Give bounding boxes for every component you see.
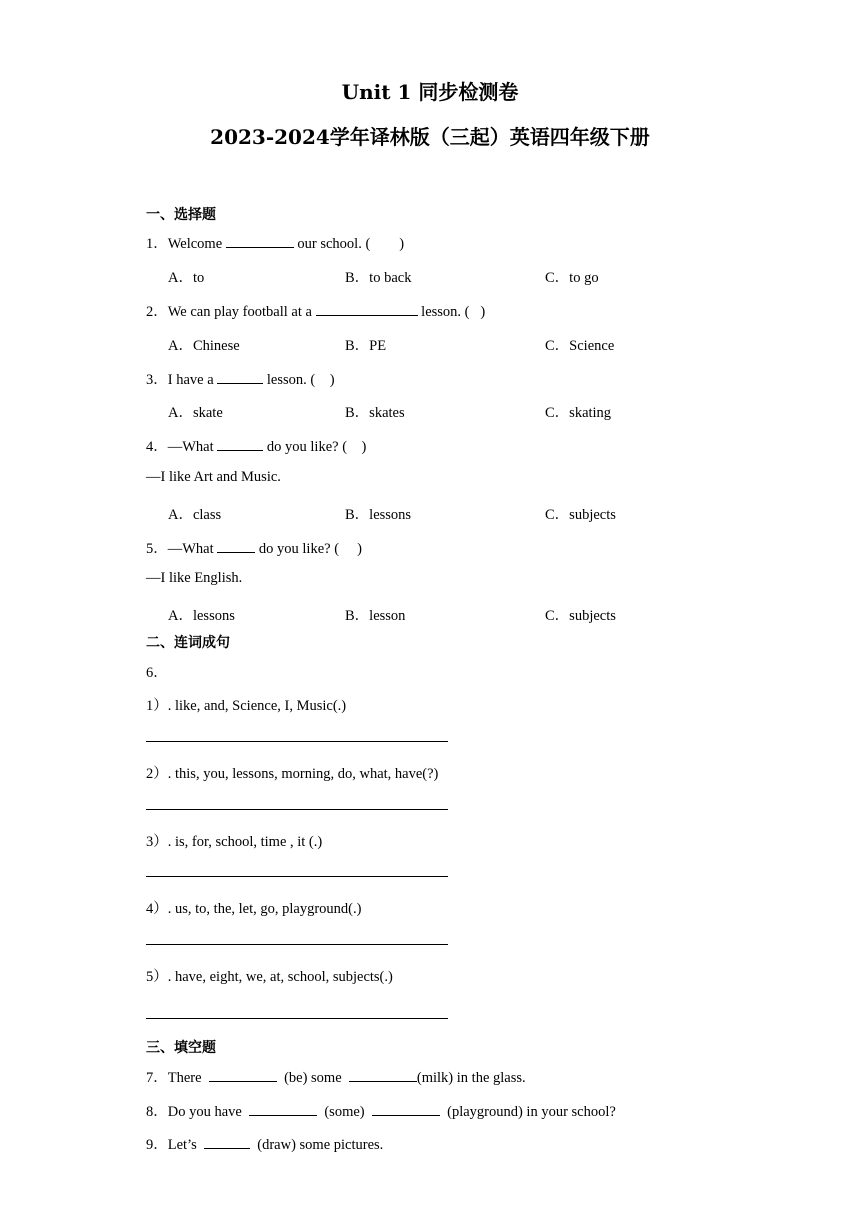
question-text: do you like? ( ): [258, 541, 362, 557]
option-b: B．to back: [345, 270, 412, 286]
question-7: [146, 1066, 526, 1087]
question-6: 6．: [146, 665, 168, 681]
answer-blank: [217, 436, 263, 451]
question-number: 4．: [146, 439, 168, 455]
answer-blank: [349, 1067, 417, 1082]
question-text: There: [167, 1070, 202, 1086]
question-number: 7．: [146, 1070, 168, 1086]
question-text: We can play football at a: [167, 304, 312, 320]
sentence-item-1: 1）. like, and, Science, I, Music(.): [146, 698, 347, 714]
question-number: 8．: [146, 1104, 168, 1120]
option-c: C．subjects: [545, 608, 616, 624]
answer-blank: [316, 301, 418, 316]
question-text: do you like? ( ): [266, 439, 367, 455]
answer-blank: [217, 369, 263, 384]
sentence-item-3: 3）. is, for, school, time , it (.): [146, 834, 323, 850]
question-text: —What: [167, 541, 214, 557]
answer-line: [146, 741, 448, 742]
option-b: B．lesson: [345, 608, 406, 624]
question-8: [146, 1100, 616, 1121]
answer-blank: [209, 1067, 277, 1082]
answer-blank: [204, 1134, 250, 1149]
question-text: Do you have: [167, 1104, 242, 1120]
question-text: Let’s: [167, 1137, 197, 1153]
question-5-answer: —I like English.: [146, 570, 243, 586]
question-1: [146, 232, 404, 253]
question-2: [146, 300, 485, 321]
option-b: B．PE: [345, 338, 387, 354]
question-9: [146, 1133, 383, 1154]
sentence-item-2: 2）. this, you, lessons, morning, do, what, have(?): [146, 766, 439, 782]
answer-line: [146, 809, 448, 810]
question-number: 1．: [146, 236, 168, 252]
question-5: [146, 537, 362, 558]
option-c: C．to go: [545, 270, 599, 286]
option-c: C．subjects: [545, 507, 616, 523]
sentence-item-5: 5）. have, eight, we, at, school, subjects(.): [146, 969, 393, 985]
question-number: 2．: [146, 304, 168, 320]
answer-blank: [226, 233, 294, 248]
question-text: I have a: [167, 372, 214, 388]
option-a: A．Chinese: [168, 338, 240, 354]
page-subtitle: 2023-2024学年译林版（三起）英语四年级下册: [210, 125, 650, 149]
question-text: (milk) in the glass.: [416, 1070, 526, 1086]
question-number: 9．: [146, 1137, 168, 1153]
answer-line: [146, 876, 448, 877]
option-a: A．lessons: [168, 608, 235, 624]
section-heading-fill: 三、填空题: [146, 1040, 216, 1056]
question-4-answer: —I like Art and Music.: [146, 469, 281, 485]
question-text: our school. ( ): [297, 236, 405, 252]
sentence-item-4: 4）. us, to, the, let, go, playground(.): [146, 901, 362, 917]
question-text: (draw) some pictures.: [257, 1137, 384, 1153]
answer-blank: [217, 538, 255, 553]
question-text: lesson. ( ): [266, 372, 335, 388]
answer-blank: [372, 1101, 440, 1116]
answer-blank: [249, 1101, 317, 1116]
option-a: A．skate: [168, 405, 223, 421]
question-text: (some): [324, 1104, 365, 1120]
question-4: [146, 435, 366, 456]
option-c: C．Science: [545, 338, 615, 354]
answer-line: [146, 1018, 448, 1019]
option-a: A．to: [168, 270, 205, 286]
question-text: (playground) in your school?: [447, 1104, 616, 1120]
option-b: B．lessons: [345, 507, 412, 523]
page-title: Unit 1 同步检测卷: [341, 80, 519, 104]
section-heading-choice: 一、选择题: [146, 207, 216, 223]
answer-line: [146, 944, 448, 945]
question-text: lesson. ( ): [421, 304, 486, 320]
option-b: B．skates: [345, 405, 405, 421]
option-c: C．skating: [545, 405, 612, 421]
question-text: Welcome: [167, 236, 223, 252]
section-heading-sentence: 二、连词成句: [146, 635, 230, 651]
option-a: A．class: [168, 507, 222, 523]
question-number: 3．: [146, 372, 168, 388]
question-3: [146, 368, 335, 389]
question-number: 5．: [146, 541, 168, 557]
question-text: (be) some: [284, 1070, 342, 1086]
question-text: —What: [167, 439, 214, 455]
